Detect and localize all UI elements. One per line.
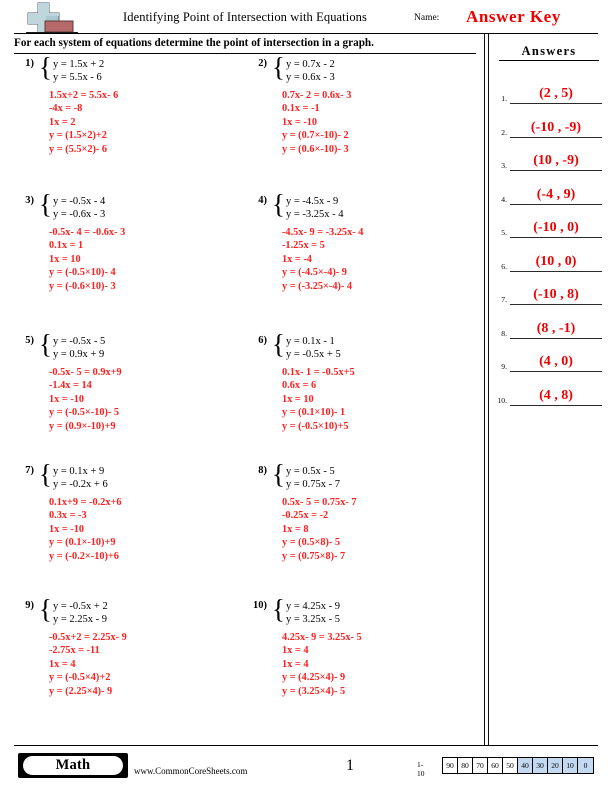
score-cell-60: 60 (488, 758, 503, 773)
work-line: y = (1.5×2)+2 (49, 130, 107, 142)
work-line: y = (-4.5×-4)- 9 (282, 267, 347, 279)
page-title: Identifying Point of Intersection with Equations (123, 10, 367, 24)
answer-index: 2. (501, 127, 507, 137)
score-cell-50: 50 (503, 758, 518, 773)
work-line: y = (-0.5×4)+2 (49, 672, 111, 684)
answer-work (49, 496, 122, 563)
answer-index: 9. (501, 362, 507, 371)
system-brace-icon: { (39, 329, 52, 359)
work-line: -4x = -8 (49, 103, 83, 115)
equation-system (286, 335, 341, 361)
page-header (0, 0, 612, 34)
subject-badge-label: Math (23, 756, 123, 775)
answer-value: (-10 , 0) (533, 220, 579, 235)
work-line: 0.1x+9 = -0.2x+6 (49, 497, 122, 508)
work-line: 0.7x- 2 = 0.6x- 3 (282, 90, 352, 101)
work-line: y = (2.25×4)- 9 (49, 685, 113, 697)
equation: y = 3.25x - 5 (286, 614, 341, 626)
answer-work (49, 89, 118, 156)
work-line: -1.4x = 14 (49, 380, 92, 392)
answer-work (282, 89, 351, 156)
work-line: 0.5x- 5 = 0.75x- 7 (282, 497, 357, 508)
work-line: y = (-0.6×10)- 3 (49, 280, 116, 292)
answer-index: 6. (501, 261, 507, 271)
footer-divider (14, 745, 598, 746)
equation: y = -0.6x - 3 (53, 209, 106, 221)
equation: y = 5.5x - 6 (53, 72, 102, 84)
answer-row-7 (491, 271, 607, 305)
system-brace-icon: { (39, 594, 52, 624)
system-brace-icon: { (272, 459, 285, 489)
problem-number: 4) (258, 195, 267, 206)
work-line: y = (-3.25×-4)- 4 (282, 280, 353, 292)
answer-work (49, 631, 127, 698)
work-line: -0.5x- 5 = 0.9x+9 (49, 367, 122, 378)
answer-value: (-10 , 8) (533, 287, 579, 302)
work-line: y = (-0.5×-10)- 5 (49, 407, 120, 419)
equation: y = 4.25x - 9 (286, 601, 341, 612)
name-label: Name: (414, 13, 440, 23)
score-cell-20: 20 (548, 758, 563, 773)
equation: y = -0.2x + 6 (53, 479, 108, 491)
equation: y = -0.5x - 4 (53, 196, 106, 207)
work-line: 1x = 4 (282, 658, 309, 670)
equation: y = 0.1x + 9 (53, 466, 105, 477)
equation-system (286, 58, 335, 84)
answer-index: 3. (501, 161, 507, 170)
answer-row-2 (491, 104, 607, 138)
work-line: 1x = 4 (282, 645, 309, 657)
work-line: 1x = 2 (49, 116, 76, 128)
equation: y = 1.5x + 2 (53, 59, 105, 70)
answer-value: (10 , 0) (535, 253, 577, 269)
work-line: y = (0.1×-10)+9 (49, 537, 116, 549)
answer-row-3 (491, 137, 607, 171)
equation: y = -0.5x + 2 (53, 601, 108, 612)
work-line: 4.25x- 9 = 3.25x- 5 (282, 632, 362, 643)
answer-work (49, 366, 122, 433)
score-cell-0: 0 (578, 758, 593, 773)
problem-number: 7) (25, 465, 34, 476)
problem-number: 6) (258, 335, 267, 346)
system-brace-icon: { (272, 329, 285, 359)
answer-work (49, 226, 125, 293)
work-line: 1x = -10 (49, 393, 85, 405)
equation-system (53, 335, 105, 361)
answer-row-5 (491, 204, 607, 238)
work-line: 1.5x+2 = 5.5x- 6 (49, 90, 119, 101)
answer-row-6 (491, 238, 607, 272)
page-number: 1 (346, 757, 354, 774)
subject-badge (18, 753, 128, 778)
answer-index: 7. (501, 295, 507, 304)
score-cell-80: 80 (458, 758, 473, 773)
work-line: 0.1x = -1 (282, 103, 320, 115)
answer-work (282, 366, 355, 433)
equation: y = 0.5x - 5 (286, 466, 335, 477)
problem-number: 10) (253, 600, 267, 611)
problem-number: 8) (258, 465, 267, 476)
work-line: 1x = -10 (49, 523, 85, 535)
answer-value: (4 , 8) (539, 387, 573, 403)
work-line: -4.5x- 9 = -3.25x- 4 (282, 227, 364, 238)
equation: y = -3.25x - 4 (286, 209, 344, 221)
answer-work (282, 631, 362, 698)
work-line: 0.1x = 1 (49, 240, 84, 252)
equation: y = -0.5x - 5 (53, 336, 106, 347)
answer-index: 8. (501, 328, 507, 338)
answer-row-10 (491, 372, 607, 406)
answer-index: 10. (497, 395, 507, 405)
answer-row-4 (491, 171, 607, 205)
problem-number: 2) (258, 58, 267, 69)
work-line: y = (-0.5×10)- 4 (49, 267, 116, 279)
answers-panel (489, 36, 609, 736)
work-line: -0.25x = -2 (282, 510, 329, 522)
work-line: -0.5x+2 = 2.25x- 9 (49, 632, 127, 643)
equation-system (53, 58, 104, 84)
equation: y = 0.1x - 1 (286, 336, 335, 347)
answer-value: (-10 , -9) (530, 119, 582, 135)
score-grid (442, 757, 594, 774)
problem-number: 3) (25, 195, 34, 206)
header-divider (14, 33, 598, 34)
score-range-label: 1-10 (417, 760, 425, 778)
work-line: y = (3.25×4)- 5 (282, 685, 346, 697)
work-line: y = (0.75×8)- 7 (282, 550, 346, 562)
equation: y = 2.25x - 9 (53, 614, 108, 626)
answer-row-8 (491, 305, 607, 339)
work-line: y = (-0.2×-10)+6 (49, 550, 119, 562)
work-line: -0.5x- 4 = -0.6x- 3 (49, 227, 126, 238)
answer-row-1 (491, 70, 607, 104)
answer-index: 4. (501, 194, 507, 204)
equation: y = -4.5x - 9 (286, 196, 339, 207)
problem-grid (12, 52, 482, 743)
work-line: y = (5.5×2)- 6 (49, 143, 108, 155)
equation-system (286, 195, 344, 221)
equation-system (53, 600, 108, 626)
directions-text: For each system of equations determine the point of intersection in a graph. (14, 37, 374, 49)
score-cell-30: 30 (533, 758, 548, 773)
score-cell-70: 70 (473, 758, 488, 773)
equation-system (286, 600, 340, 626)
answer-work (282, 496, 357, 563)
score-cell-40: 40 (518, 758, 533, 773)
equation: y = 0.6x - 3 (286, 72, 335, 84)
work-line: y = (0.7×-10)- 2 (282, 130, 349, 142)
work-line: 1x = 10 (282, 393, 314, 405)
equation: y = -0.5x + 5 (286, 349, 341, 361)
system-brace-icon: { (272, 594, 285, 624)
answers-panel-title: Answers (499, 44, 599, 61)
answer-value: (4 , 0) (539, 354, 573, 369)
score-cell-90: 90 (443, 758, 458, 773)
work-line: y = (0.9×-10)+9 (49, 420, 116, 432)
answer-value: (2 , 5) (539, 86, 573, 101)
equation-system (53, 195, 105, 221)
work-line: y = (0.5×8)- 5 (282, 537, 341, 549)
work-line: -1.25x = 5 (282, 240, 325, 252)
directions-divider (14, 53, 476, 54)
system-brace-icon: { (39, 52, 52, 82)
answer-value: (10 , -9) (533, 153, 579, 168)
work-line: 1x = -4 (282, 253, 312, 265)
system-brace-icon: { (272, 52, 285, 82)
equation-system (53, 465, 108, 491)
answer-key-badge: Answer Key (466, 7, 561, 26)
work-line: 0.1x- 1 = -0.5x+5 (282, 367, 355, 378)
system-brace-icon: { (272, 189, 285, 219)
answer-index: 5. (501, 228, 507, 237)
work-line: y = (4.25×4)- 9 (282, 672, 346, 684)
work-line: 1x = -10 (282, 116, 318, 128)
answer-value: (8 , -1) (536, 320, 576, 336)
answer-row-9 (491, 338, 607, 372)
problem-number: 5) (25, 335, 34, 346)
work-line: 0.6x = 6 (282, 380, 317, 392)
answer-work (282, 226, 363, 293)
work-line: 0.3x = -3 (49, 510, 87, 522)
equation: y = 0.75x - 7 (286, 479, 341, 491)
answer-index: 1. (501, 94, 507, 103)
system-brace-icon: { (39, 189, 52, 219)
work-line: 1x = 10 (49, 253, 81, 265)
plus-block-logo-icon (22, 2, 84, 34)
score-cell-10: 10 (563, 758, 578, 773)
work-line: 1x = 8 (282, 523, 309, 535)
problem-number: 1) (25, 58, 34, 69)
equation: y = 0.7x - 2 (286, 59, 335, 70)
work-line: -2.75x = -11 (49, 645, 100, 657)
equation: y = 0.9x + 9 (53, 349, 105, 361)
site-url: www.CommonCoreSheets.com (134, 766, 248, 776)
work-line: 1x = 4 (49, 658, 76, 670)
system-brace-icon: { (39, 459, 52, 489)
work-line: y = (0.6×-10)- 3 (282, 143, 349, 155)
work-line: y = (0.1×10)- 1 (282, 407, 346, 419)
equation-system (286, 465, 340, 491)
answer-value: (-4 , 9) (536, 186, 576, 202)
work-line: y = (-0.5×10)+5 (282, 420, 349, 432)
problem-number: 9) (25, 600, 34, 611)
